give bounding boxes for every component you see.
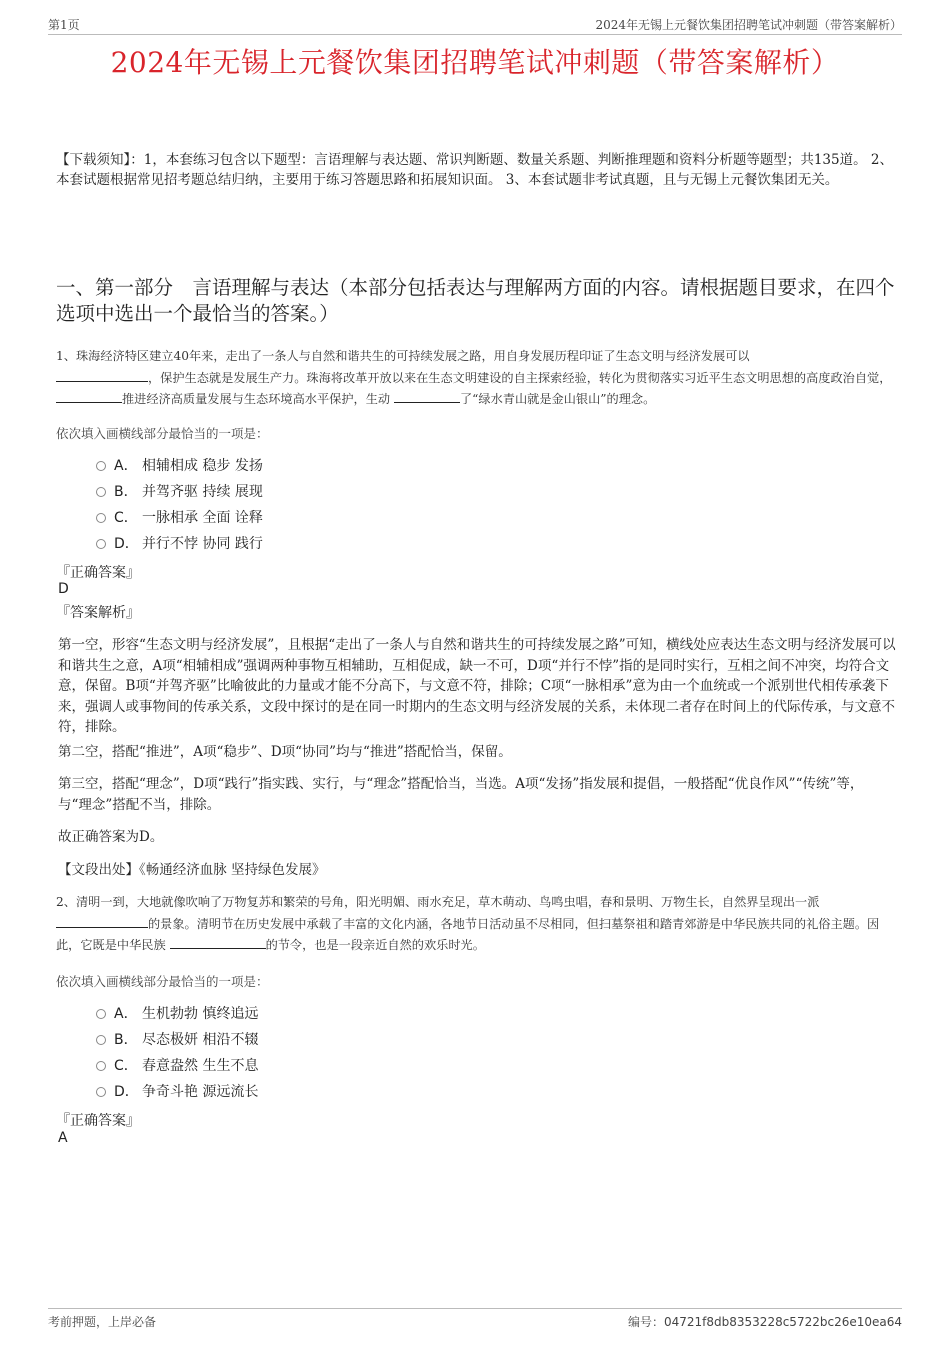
page-header xyxy=(48,14,902,35)
page-number: 第1页 xyxy=(48,18,80,32)
question-1-hint: 依次填入画横线部分最恰当的一项是： xyxy=(56,426,269,441)
correct-answer-label: 『正确答案』 xyxy=(56,1113,140,1129)
source-citation: 【文段出处】《畅通经济血脉 坚持绿色发展》 xyxy=(58,862,326,878)
option-letter: A． xyxy=(114,458,138,474)
analysis-paragraph: 第一空，形容“生态文明与经济发展”，且根据“走出了一条人与自然和谐共生的可持续发展之路”可知，横线处应表达生态文明与经济发展可以和谐共生之意，A项“相辅相成”强调两种事物互相辅助，互相促成，缺一不可，D项“并行不悖”指的是同时实行，互相之间不冲突，均符合文意，保留。B项“并驾齐驱”比喻彼此的力量或才能不分高下，与文意不符，排除；C项“一脉相承”意为由一个血统或一个派别世代相传承袭下来，强调人或事物间的传承关系，文段中探讨的是在同一时期内的生态文明与经济发展的关系，未体现二者存在时间上的代际传承，与文意不符，排除。 xyxy=(58,637,896,735)
analysis-label: 『答案解析』 xyxy=(56,605,140,621)
question-1-option-a[interactable] xyxy=(96,456,263,476)
question-2-text-part1: 2、清明一到，大地就像吹响了万物复苏和繁荣的号角，阳光明媚、雨水充足，草木萌动、鸟鸣虫唱，春和景明、万物生长，自然界呈现出一派 xyxy=(56,895,820,909)
option-letter: D． xyxy=(114,1084,139,1100)
option-text: 并驾齐驱 持续 展现 xyxy=(142,484,263,500)
option-letter: B． xyxy=(114,1032,138,1048)
option-text: 争奇斗艳 源远流长 xyxy=(142,1084,259,1100)
analysis-paragraph: 故正确答案为D。 xyxy=(58,829,164,845)
answer-blank xyxy=(170,936,266,949)
radio-icon[interactable] xyxy=(96,1087,106,1097)
answer-blank xyxy=(56,915,148,928)
question-2-option-a[interactable] xyxy=(96,1004,258,1024)
question-2-hint: 依次填入画横线部分最恰当的一项是： xyxy=(56,974,269,989)
option-text: 尽态极妍 相沿不辍 xyxy=(142,1032,259,1048)
question-2-option-c[interactable] xyxy=(96,1056,258,1076)
correct-answer-value: D xyxy=(58,581,69,597)
correct-answer-value: A xyxy=(58,1130,68,1146)
section-heading: 一、第一部分 言语理解与表达（本部分包括表达与理解两方面的内容。请根据题目要求，在四个选项中选出一个最恰当的答案。） xyxy=(56,276,895,325)
radio-icon[interactable] xyxy=(96,461,106,471)
footer-code-label: 编号： xyxy=(627,1315,664,1329)
question-2-stem-body xyxy=(56,892,898,957)
question-2-option-b[interactable] xyxy=(96,1030,258,1050)
question-1-text-part4: 了“绿水青山就是金山银山”的理念。 xyxy=(460,392,656,406)
correct-answer-label: 『正确答案』 xyxy=(56,565,140,581)
question-1-option-d[interactable] xyxy=(96,534,263,554)
answer-blank xyxy=(56,369,148,382)
option-text: 春意盎然 生生不息 xyxy=(142,1058,259,1074)
download-notice: 【下载须知】：1，本套练习包含以下题型：言语理解与表达题、常识判断题、数量关系题、判断推理题和资料分析题等题型；共135道。 2、本套试题根据常见招考题总结归纳，主要用于练习答题思路和拓展知识面。 3、本套试题非考试真题，且与无锡上元餐饮集团无关。 xyxy=(56,152,893,188)
radio-icon[interactable] xyxy=(96,1061,106,1071)
question-1-text-part3: 推进经济高质量发展与生态环境高水平保护，生动 xyxy=(122,392,391,406)
analysis-paragraph: 第三空，搭配“理念”，D项“践行”指实践、实行，与“理念”搭配恰当，当选。A项“发扬”指发展和提倡，一般搭配“优良作风”“传统”等，与“理念”搭配不当，排除。 xyxy=(58,776,864,813)
option-text: 并行不悖 协同 践行 xyxy=(142,536,263,552)
option-text: 生机勃勃 慎终追远 xyxy=(142,1006,259,1022)
option-text: 一脉相承 全面 诠释 xyxy=(142,510,263,526)
question-2-text-part3: 的节令，也是一段亲近自然的欢乐时光。 xyxy=(265,938,485,952)
radio-icon[interactable] xyxy=(96,539,106,549)
option-letter: D． xyxy=(114,536,139,552)
footer-code xyxy=(628,1313,902,1330)
question-1-option-b[interactable] xyxy=(96,482,263,502)
footer-slogan: 考前押题，上岸必备 xyxy=(48,1315,157,1329)
option-letter: A． xyxy=(114,1006,138,1022)
question-2-text-part2: 的景象。清明节在历史发展中承载了丰富的文化内涵，各地节日活动虽不尽相同，但扫墓祭祖和踏青郊游是中华民族共同的礼俗主题。因此，它既是中华民族 xyxy=(56,916,880,952)
question-1-text-part1: 1、珠海经济特区建立40年来，走出了一条人与自然和谐共生的可持续发展之路，用自身发展历程印证了生态文明与经济发展可以 xyxy=(56,349,750,363)
option-text: 相辅相成 稳步 发扬 xyxy=(142,458,263,474)
question-2-option-d[interactable] xyxy=(96,1082,258,1102)
answer-blank xyxy=(394,390,460,403)
question-1-option-c[interactable] xyxy=(96,508,263,528)
option-letter: B． xyxy=(114,484,138,500)
question-1-stem xyxy=(56,346,898,411)
analysis-paragraph: 第二空，搭配“推进”，A项“稳步”、D项“协同”均与“推进”搭配恰当，保留。 xyxy=(58,744,512,760)
footer-code-value: 04721f8db8353228c5722bc26e10ea64 xyxy=(664,1315,902,1329)
radio-icon[interactable] xyxy=(96,1035,106,1045)
question-1-text-part2: ，保护生态就是发展生产力。珠海将改革开放以来在生态文明建设的自主探索经验，转化为贯彻落实习近平生态文明思想的高度政治自觉， xyxy=(148,370,892,385)
answer-blank xyxy=(56,390,122,403)
option-letter: C． xyxy=(114,1058,138,1074)
radio-icon[interactable] xyxy=(96,487,106,497)
page-title: 2024年无锡上元餐饮集团招聘笔试冲刺题（带答案解析） xyxy=(110,46,840,79)
option-letter: C． xyxy=(114,510,138,526)
radio-icon[interactable] xyxy=(96,513,106,523)
header-doc-title: 2024年无锡上元餐饮集团招聘笔试冲刺题（带答案解析） xyxy=(595,18,902,32)
radio-icon[interactable] xyxy=(96,1009,106,1019)
page-footer xyxy=(48,1308,902,1333)
